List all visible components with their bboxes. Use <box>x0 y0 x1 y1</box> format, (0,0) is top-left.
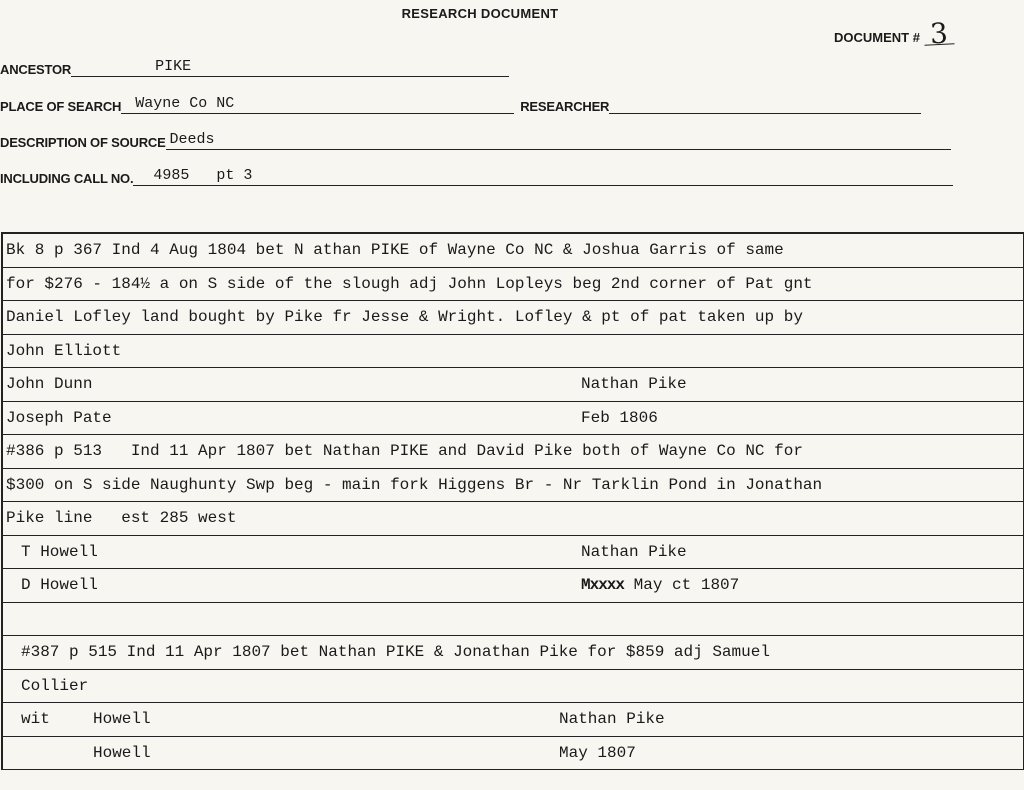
place-line[interactable] <box>121 95 514 114</box>
place-row <box>0 95 921 114</box>
call-no-label: INCLUDING CALL NO. <box>0 171 134 186</box>
ledger-row-empty <box>3 603 1023 637</box>
place-value: Wayne Co NC <box>135 95 235 112</box>
ledger-row <box>3 234 1023 268</box>
ledger-right-text: Feb 1806 <box>581 408 658 427</box>
ancestor-row <box>0 58 509 77</box>
document-number-label: DOCUMENT # <box>834 30 920 45</box>
ledger-row <box>3 737 1023 771</box>
ledger-text: Joseph Pate <box>6 408 112 427</box>
call-no-row <box>0 167 953 186</box>
ledger-right-text: May 1807 <box>559 743 636 762</box>
call-no-value: 4985 pt 3 <box>153 167 253 184</box>
researcher-line[interactable] <box>609 95 921 114</box>
ledger-text: John Dunn <box>6 375 93 393</box>
source-line[interactable] <box>166 131 951 150</box>
ledger-text: Daniel Lofley land bought by Pike fr Jesse & Wright. Lofley & pt of pat taken up by <box>6 308 803 326</box>
ledger-text: Bk 8 p 367 Ind 4 Aug 1804 bet N athan PIKE of Wayne Co NC & Joshua Garris of same <box>6 241 784 259</box>
ledger-right-text: May ct 1807 <box>633 576 740 594</box>
ledger-text: T Howell <box>21 542 98 561</box>
ledger-text: John Elliott <box>6 341 122 360</box>
ledger-witness: Howell <box>93 710 151 728</box>
ancestor-line[interactable] <box>71 58 509 77</box>
source-value: Deeds <box>169 131 215 148</box>
document-title: RESEARCH DOCUMENT <box>401 6 559 21</box>
ledger-row <box>3 569 1023 603</box>
deed-ledger <box>1 232 1024 770</box>
ledger-row <box>3 335 1023 369</box>
ledger-right-cell <box>581 576 739 594</box>
ledger-text: Collier <box>21 676 89 695</box>
call-no-line[interactable] <box>133 167 953 186</box>
document-number-value: 3 <box>923 23 954 46</box>
document-number <box>834 16 954 51</box>
source-label: DESCRIPTION OF SOURCE <box>0 135 166 150</box>
ledger-row <box>3 703 1023 737</box>
ledger-right-text: Nathan Pike <box>581 375 687 393</box>
ancestor-value: PIKE <box>155 58 192 75</box>
ledger-text: #386 p 513 Ind 11 Apr 1807 bet Nathan PIKE and David Pike both of Wayne Co NC for <box>6 442 803 460</box>
ledger-text: wit <box>21 710 50 728</box>
researcher-label: RESEARCHER <box>520 99 610 114</box>
ledger-text: for $276 - 184½ a on S side of the slough adj John Lopleys beg 2nd corner of Pat gnt <box>6 274 813 293</box>
ledger-row <box>3 636 1023 670</box>
ledger-right-text: Nathan Pike <box>581 542 687 561</box>
ledger-row <box>3 435 1023 469</box>
ledger-row <box>3 402 1023 436</box>
ledger-row <box>3 502 1023 536</box>
ledger-right-text: Nathan Pike <box>559 710 665 728</box>
ledger-text: D Howell <box>21 576 98 594</box>
ledger-row <box>3 268 1023 302</box>
ledger-text: Pike line est 285 west <box>6 509 237 527</box>
ledger-row <box>3 536 1023 570</box>
ledger-row <box>3 301 1023 335</box>
ledger-text: $300 on S side Naughunty Swp beg - main fork Higgens Br - Nr Tarklin Pond in Jonathan <box>6 475 823 494</box>
ledger-row <box>3 469 1023 503</box>
ledger-text: #387 p 515 Ind 11 Apr 1807 bet Nathan PIKE & Jonathan Pike for $859 adj Samuel <box>21 643 770 661</box>
ledger-row <box>3 670 1023 704</box>
ledger-witness: Howell <box>93 743 151 762</box>
ancestor-label: ANCESTOR <box>0 62 72 77</box>
source-row <box>0 131 951 150</box>
place-label: PLACE OF SEARCH <box>0 99 122 114</box>
struck-mark: Mxxxx <box>581 576 625 594</box>
ledger-row <box>3 368 1023 402</box>
